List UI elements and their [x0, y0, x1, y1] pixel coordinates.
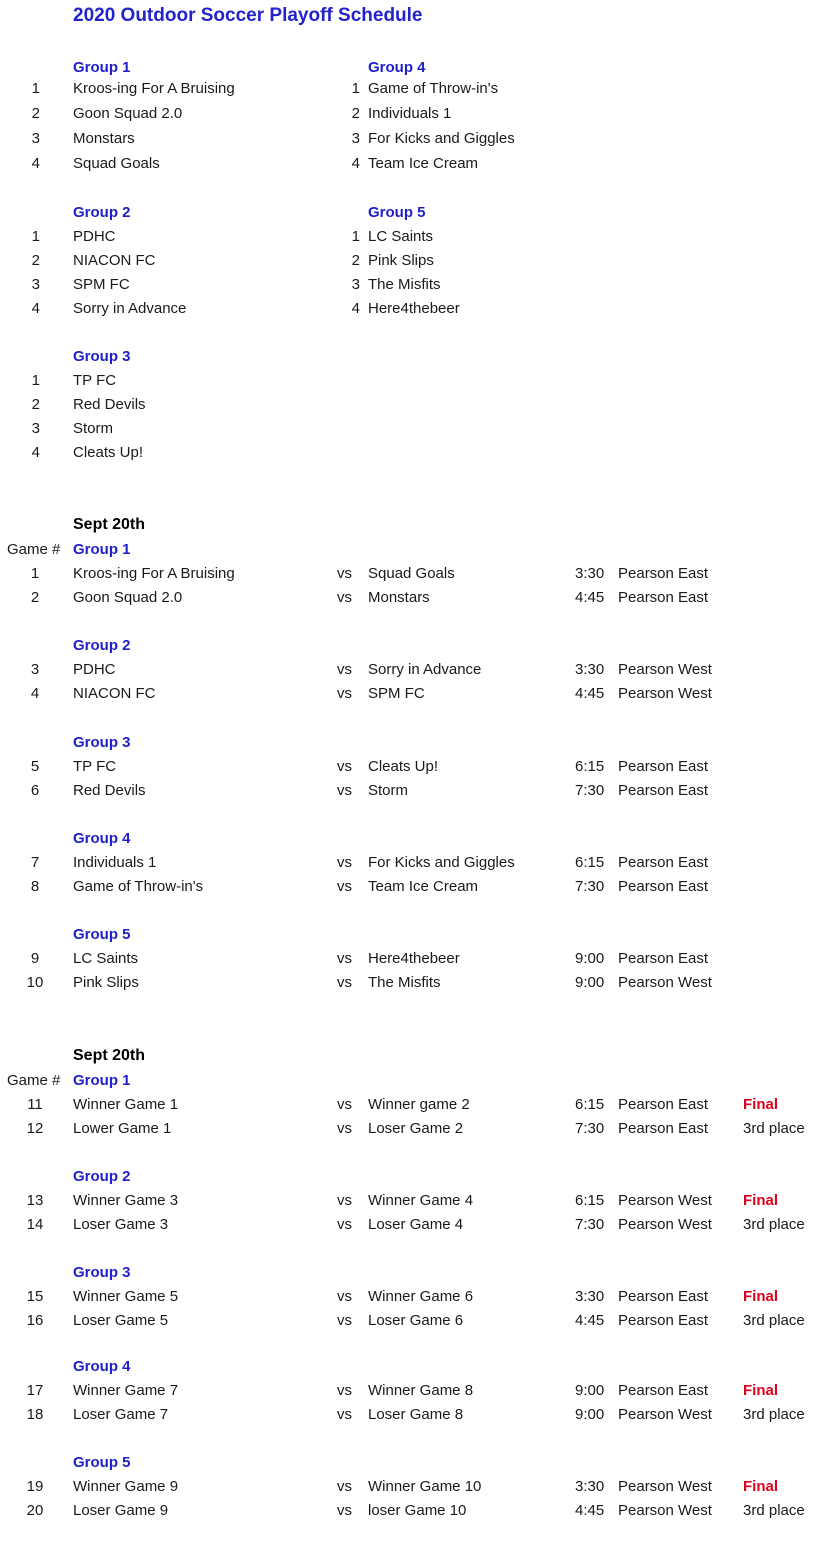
away-team: Squad Goals	[368, 565, 455, 582]
home-team: Winner Game 1	[73, 1096, 179, 1113]
game-time: 9:00	[575, 1382, 605, 1399]
game-time: 6:15	[575, 854, 605, 871]
seed-number: 3	[351, 130, 360, 147]
home-team: Pink Slips	[73, 974, 139, 991]
away-team: Team Ice Cream	[368, 878, 479, 895]
team-name: Sorry in Advance	[73, 300, 187, 317]
away-team: Winner Game 8	[368, 1382, 474, 1399]
away-team: Cleats Up!	[368, 758, 439, 775]
home-team: Winner Game 9	[73, 1478, 179, 1495]
home-team: Winner Game 3	[73, 1192, 179, 1209]
home-team: Individuals 1	[73, 854, 157, 871]
versus-label: vs	[337, 950, 352, 967]
schedule-group-heading: Group 2	[73, 637, 131, 654]
game-time: 4:45	[575, 1502, 605, 1519]
away-team: loser Game 10	[368, 1502, 467, 1519]
seed-number: 3	[31, 130, 40, 147]
group-5-heading: Group 5	[368, 204, 426, 221]
team-name: Team Ice Cream	[368, 155, 479, 172]
away-team: Sorry in Advance	[368, 661, 482, 678]
final-label: Final	[743, 1478, 779, 1495]
field-name: Pearson West	[618, 974, 712, 991]
away-team: Here4thebeer	[368, 950, 460, 967]
final-label: Final	[743, 1382, 779, 1399]
home-team: Loser Game 7	[73, 1406, 169, 1423]
team-name: TP FC	[73, 372, 117, 389]
versus-label: vs	[337, 685, 352, 702]
group-2-heading: Group 2	[73, 204, 131, 221]
third-place-label: 3rd place	[743, 1502, 805, 1519]
game-number: 6	[30, 782, 40, 799]
home-team: TP FC	[73, 758, 117, 775]
game-time: 4:45	[575, 589, 605, 606]
game-time: 9:00	[575, 1406, 605, 1423]
away-team: Loser Game 6	[368, 1312, 464, 1329]
home-team: NIACON FC	[73, 685, 156, 702]
game-number: 14	[26, 1216, 44, 1233]
field-name: Pearson East	[618, 1096, 709, 1113]
home-team: Game of Throw-in's	[73, 878, 204, 895]
away-team: Winner Game 4	[368, 1192, 474, 1209]
seed-number: 4	[31, 444, 40, 461]
versus-label: vs	[337, 1120, 352, 1137]
team-name: Monstars	[73, 130, 135, 147]
seed-number: 4	[31, 300, 40, 317]
field-name: Pearson East	[618, 1312, 709, 1329]
home-team: Goon Squad 2.0	[73, 589, 183, 606]
game-time: 9:00	[575, 974, 605, 991]
team-name: Game of Throw-in's	[368, 80, 499, 97]
away-team: Loser Game 2	[368, 1120, 464, 1137]
seed-number: 4	[351, 300, 360, 317]
field-name: Pearson East	[618, 565, 709, 582]
team-name: NIACON FC	[73, 252, 156, 269]
versus-label: vs	[337, 1478, 352, 1495]
schedule-group-heading: Group 1	[73, 1072, 131, 1089]
field-name: Pearson East	[618, 1120, 709, 1137]
field-name: Pearson West	[618, 1478, 712, 1495]
versus-label: vs	[337, 854, 352, 871]
game-time: 3:30	[575, 1478, 605, 1495]
away-team: The Misfits	[368, 974, 441, 991]
game-number: 19	[26, 1478, 44, 1495]
game-time: 4:45	[575, 685, 605, 702]
round1-game-number-header: Game #	[7, 541, 61, 558]
game-number: 3	[30, 661, 40, 678]
field-name: Pearson West	[618, 1216, 712, 1233]
home-team: Loser Game 9	[73, 1502, 169, 1519]
versus-label: vs	[337, 782, 352, 799]
game-time: 3:30	[575, 1288, 605, 1305]
team-name: Red Devils	[73, 396, 146, 413]
team-name: For Kicks and Giggles	[368, 130, 515, 147]
seed-number: 2	[31, 396, 40, 413]
seed-number: 3	[31, 420, 40, 437]
game-time: 7:30	[575, 878, 605, 895]
versus-label: vs	[337, 1382, 352, 1399]
versus-label: vs	[337, 1406, 352, 1423]
team-name: Pink Slips	[368, 252, 434, 269]
seed-number: 3	[351, 276, 360, 293]
field-name: Pearson West	[618, 1406, 712, 1423]
away-team: SPM FC	[368, 685, 425, 702]
game-number: 18	[26, 1406, 44, 1423]
game-number: 13	[26, 1192, 44, 1209]
game-time: 9:00	[575, 950, 605, 967]
versus-label: vs	[337, 1288, 352, 1305]
field-name: Pearson East	[618, 950, 709, 967]
home-team: Loser Game 5	[73, 1312, 169, 1329]
third-place-label: 3rd place	[743, 1312, 805, 1329]
versus-label: vs	[337, 1096, 352, 1113]
game-time: 7:30	[575, 1120, 605, 1137]
schedule-group-heading: Group 2	[73, 1168, 131, 1185]
away-team: Winner Game 6	[368, 1288, 474, 1305]
schedule-group-heading: Group 5	[73, 926, 131, 943]
third-place-label: 3rd place	[743, 1216, 805, 1233]
team-name: PDHC	[73, 228, 116, 245]
field-name: Pearson East	[618, 589, 709, 606]
versus-label: vs	[337, 661, 352, 678]
field-name: Pearson West	[618, 685, 712, 702]
team-name: The Misfits	[368, 276, 441, 293]
versus-label: vs	[337, 565, 352, 582]
third-place-label: 3rd place	[743, 1120, 805, 1137]
seed-number: 2	[351, 252, 360, 269]
game-number: 1	[30, 565, 40, 582]
third-place-label: 3rd place	[743, 1406, 805, 1423]
field-name: Pearson East	[618, 782, 709, 799]
game-time: 7:30	[575, 1216, 605, 1233]
home-team: Kroos-ing For A Bruising	[73, 565, 235, 582]
final-label: Final	[743, 1096, 779, 1113]
game-time: 6:15	[575, 1096, 605, 1113]
field-name: Pearson West	[618, 1502, 712, 1519]
schedule-group-heading: Group 1	[73, 541, 131, 558]
field-name: Pearson East	[618, 878, 709, 895]
final-label: Final	[743, 1288, 779, 1305]
final-label: Final	[743, 1192, 779, 1209]
seed-number: 3	[31, 276, 40, 293]
schedule-group-heading: Group 3	[73, 1264, 131, 1281]
game-time: 3:30	[575, 661, 605, 678]
away-team: Winner Game 10	[368, 1478, 482, 1495]
game-number: 16	[26, 1312, 44, 1329]
round2-game-number-header: Game #	[7, 1072, 61, 1089]
schedule-group-heading: Group 4	[73, 1358, 131, 1375]
schedule-group-heading: Group 5	[73, 1454, 131, 1471]
versus-label: vs	[337, 1192, 352, 1209]
game-number: 7	[30, 854, 40, 871]
team-name: Cleats Up!	[73, 444, 144, 461]
group-1-heading: Group 1	[73, 59, 131, 76]
game-number: 20	[26, 1502, 44, 1519]
game-time: 7:30	[575, 782, 605, 799]
field-name: Pearson East	[618, 758, 709, 775]
seed-number: 2	[351, 105, 360, 122]
seed-number: 1	[351, 80, 360, 97]
field-name: Pearson West	[618, 1192, 712, 1209]
page-title: 2020 Outdoor Soccer Playoff Schedule	[73, 5, 423, 26]
home-team: Lower Game 1	[73, 1120, 172, 1137]
home-team: PDHC	[73, 661, 116, 678]
away-team: Loser Game 4	[368, 1216, 464, 1233]
team-name: Squad Goals	[73, 155, 160, 172]
field-name: Pearson East	[618, 854, 709, 871]
game-number: 5	[30, 758, 40, 775]
versus-label: vs	[337, 974, 352, 991]
team-name: LC Saints	[368, 228, 434, 245]
team-name: Individuals 1	[368, 105, 452, 122]
versus-label: vs	[337, 1312, 352, 1329]
game-number: 10	[26, 974, 44, 991]
seed-number: 2	[31, 105, 40, 122]
versus-label: vs	[337, 1216, 352, 1233]
home-team: LC Saints	[73, 950, 139, 967]
game-number: 4	[30, 685, 40, 702]
seed-number: 1	[31, 80, 40, 97]
group-3-heading: Group 3	[73, 348, 131, 365]
versus-label: vs	[337, 878, 352, 895]
round1-date: Sept 20th	[73, 516, 146, 533]
game-number: 17	[26, 1382, 44, 1399]
away-team: Storm	[368, 782, 409, 799]
game-time: 4:45	[575, 1312, 605, 1329]
game-number: 12	[26, 1120, 44, 1137]
schedule-group-heading: Group 4	[73, 830, 131, 847]
versus-label: vs	[337, 758, 352, 775]
team-name: Goon Squad 2.0	[73, 105, 183, 122]
field-name: Pearson East	[618, 1288, 709, 1305]
round2-date: Sept 20th	[73, 1047, 146, 1064]
home-team: Loser Game 3	[73, 1216, 169, 1233]
team-name: Here4thebeer	[368, 300, 460, 317]
game-number: 9	[30, 950, 40, 967]
schedule-group-heading: Group 3	[73, 734, 131, 751]
game-number: 8	[30, 878, 40, 895]
home-team: Red Devils	[73, 782, 146, 799]
seed-number: 2	[31, 252, 40, 269]
group-4-heading: Group 4	[368, 59, 426, 76]
home-team: Winner Game 5	[73, 1288, 179, 1305]
team-name: SPM FC	[73, 276, 130, 293]
versus-label: vs	[337, 1502, 352, 1519]
away-team: Winner game 2	[368, 1096, 470, 1113]
seed-number: 1	[351, 228, 360, 245]
away-team: Loser Game 8	[368, 1406, 464, 1423]
seed-number: 4	[31, 155, 40, 172]
versus-label: vs	[337, 589, 352, 606]
seed-number: 1	[31, 372, 40, 389]
away-team: For Kicks and Giggles	[368, 854, 515, 871]
game-number: 15	[26, 1288, 44, 1305]
game-time: 3:30	[575, 565, 605, 582]
seed-number: 4	[351, 155, 360, 172]
field-name: Pearson East	[618, 1382, 709, 1399]
game-number: 2	[30, 589, 40, 606]
team-name: Storm	[73, 420, 114, 437]
seed-number: 1	[31, 228, 40, 245]
game-time: 6:15	[575, 758, 605, 775]
team-name: Kroos-ing For A Bruising	[73, 80, 235, 97]
away-team: Monstars	[368, 589, 430, 606]
game-number: 11	[27, 1096, 43, 1113]
home-team: Winner Game 7	[73, 1382, 179, 1399]
field-name: Pearson West	[618, 661, 712, 678]
game-time: 6:15	[575, 1192, 605, 1209]
